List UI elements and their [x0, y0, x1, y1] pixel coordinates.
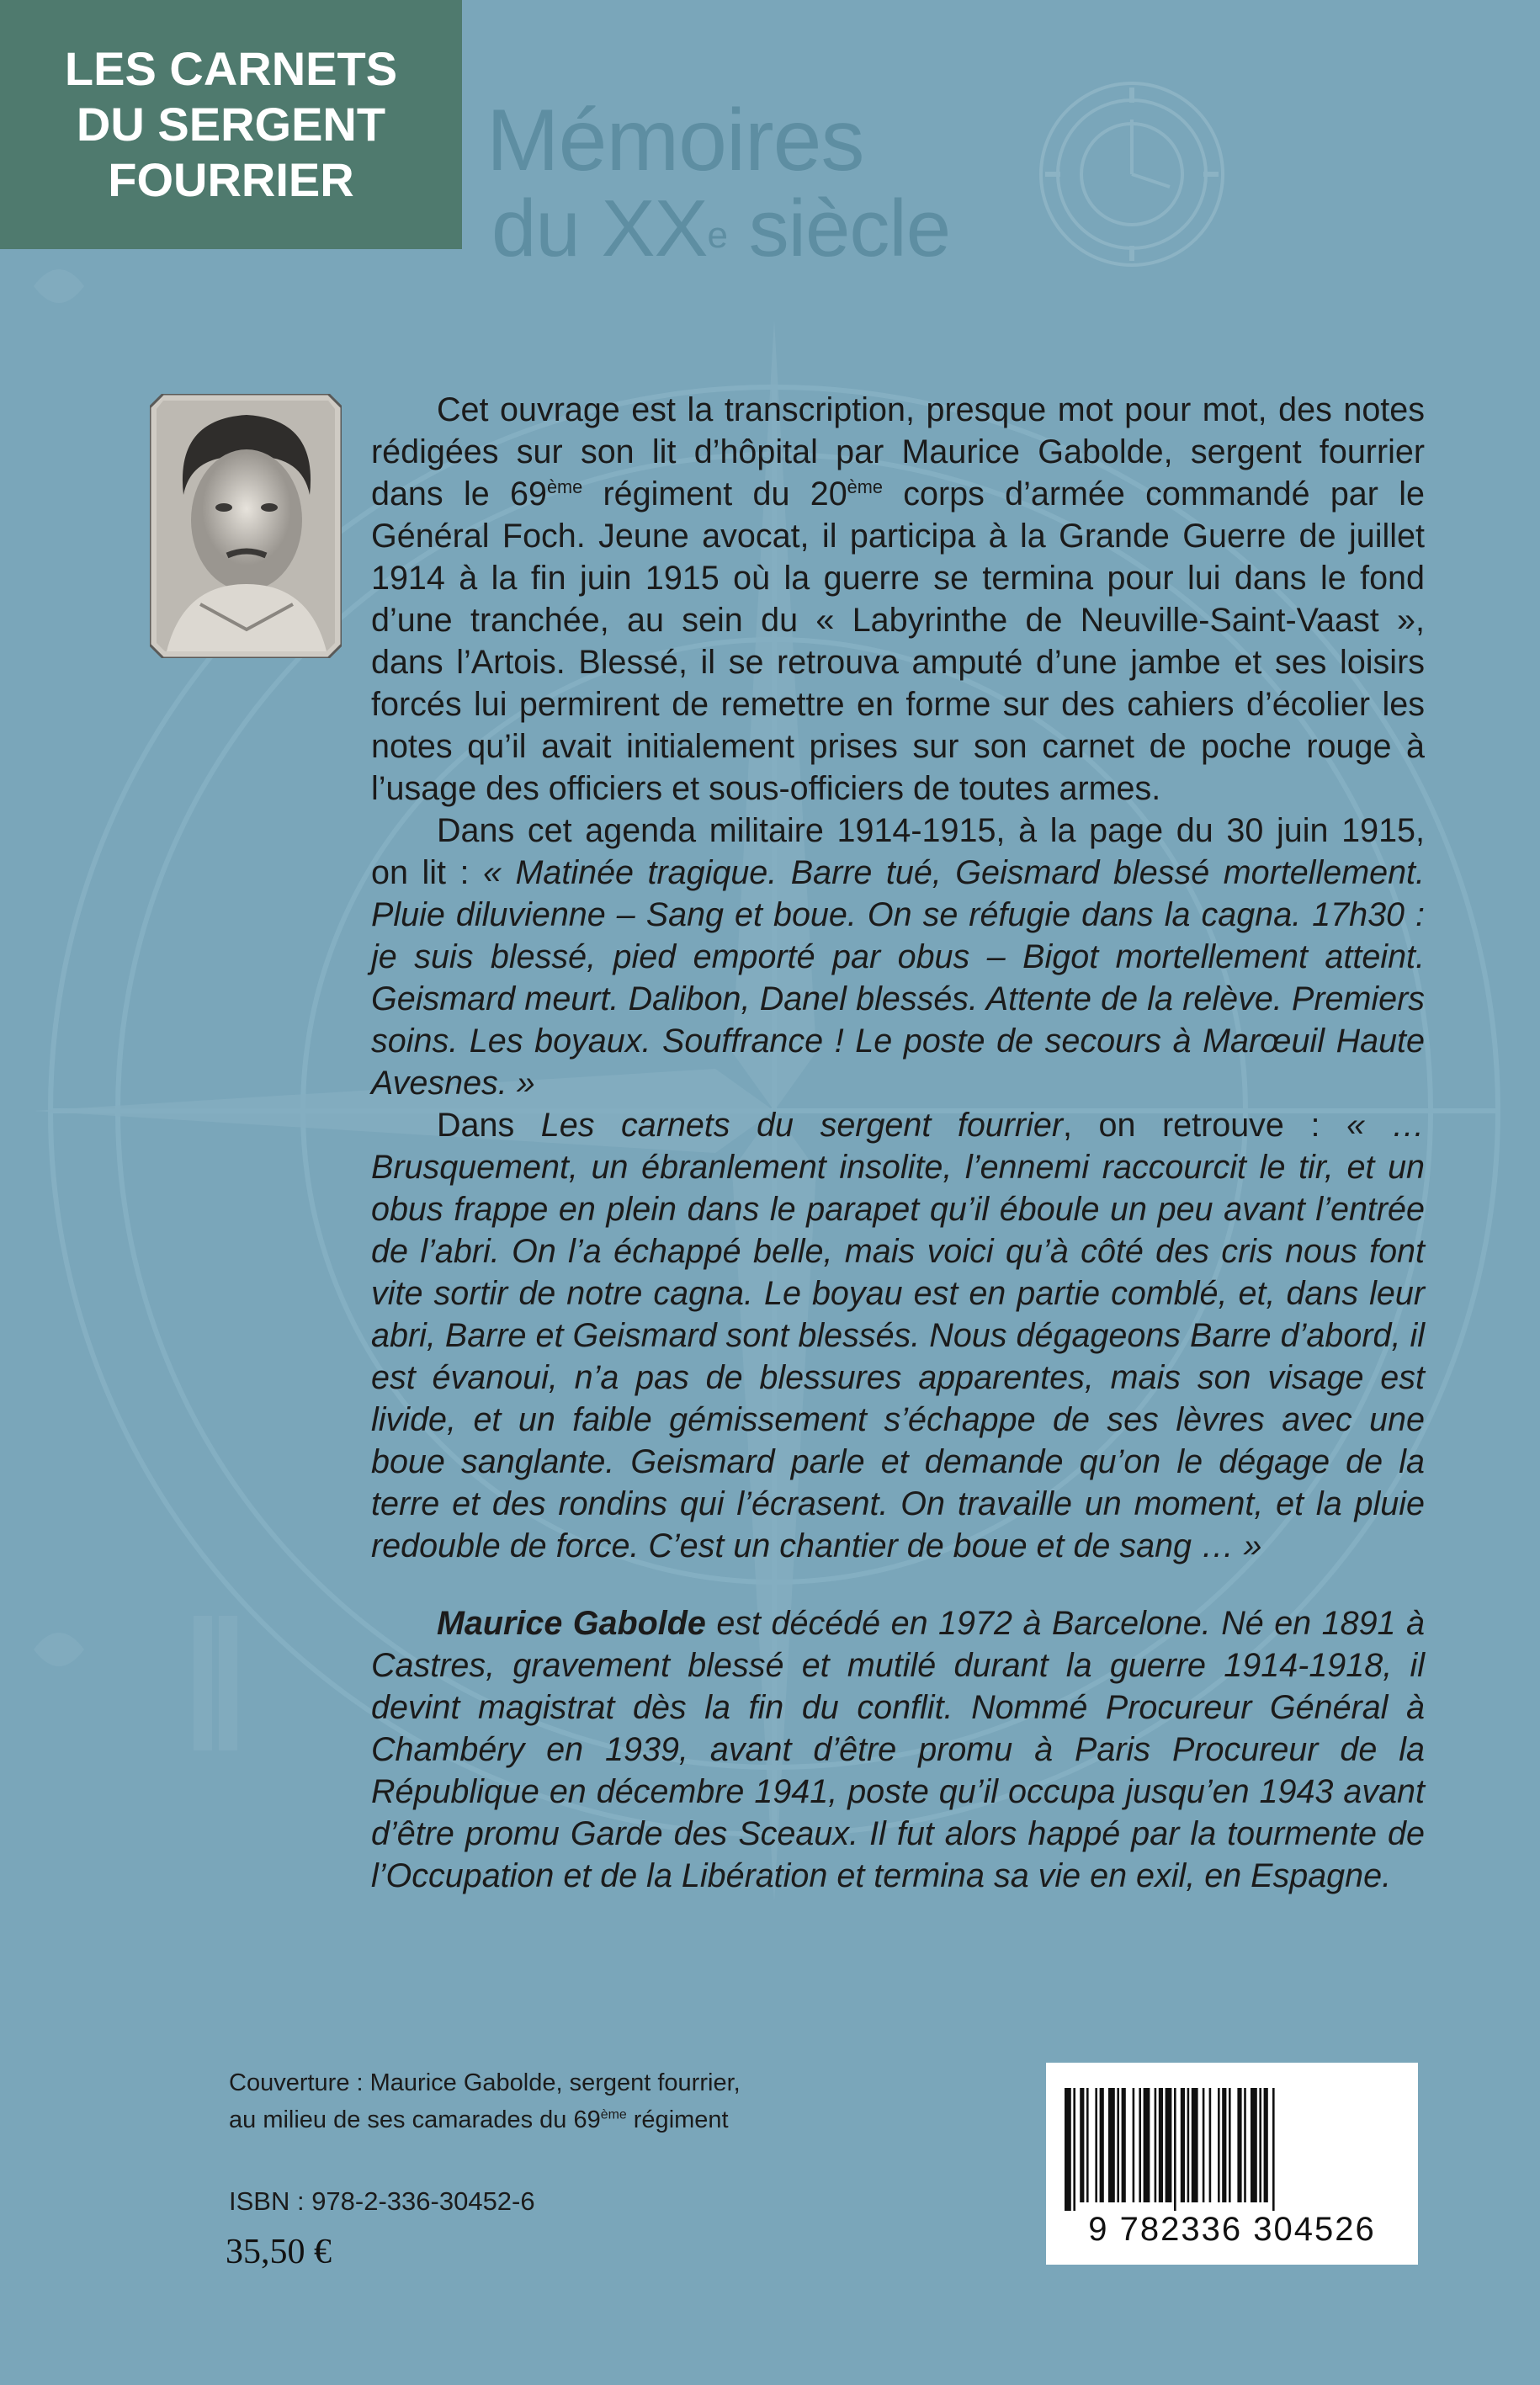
barcode-bar [1187, 2088, 1190, 2202]
p1-sup-1: ème [546, 475, 583, 497]
p1-part-a: Cet ouvrage est la transcription, presque mot pour mot, des notes rédigées sur son lit d’hôpital par Maurice Gabolde, sergent fourrier dans le 69 [371, 391, 1425, 513]
barcode-bar [1174, 2088, 1176, 2211]
series-line-2-post: siècle [727, 183, 951, 274]
p1-sup-2: ème [847, 475, 883, 497]
series-superscript: e [707, 215, 727, 256]
barcode-bar [1244, 2088, 1246, 2202]
barcode-bar [1108, 2088, 1115, 2202]
price: 35,50 € [226, 2233, 332, 2271]
barcode-bar [1086, 2088, 1089, 2202]
barcode-bar [1122, 2088, 1126, 2202]
barcode-bar [1264, 2088, 1268, 2202]
barcode [1046, 2063, 1418, 2265]
caption-line-1: Couverture : Maurice Gabolde, sergent fourrier, [229, 2069, 741, 2096]
barcode-bar [1203, 2088, 1205, 2202]
isbn: ISBN : 978-2-336-30452-6 [229, 2186, 535, 2216]
series-line-1: Mémoires [486, 92, 864, 189]
caption-line-2-a: au milieu de ses camarades du 69 [229, 2106, 601, 2133]
paragraph-1 [371, 389, 1425, 810]
p3-part-b: , on retrouve : [1062, 1107, 1346, 1144]
barcode-bar [1065, 2088, 1071, 2211]
book-title-line-1: LES CARNETS [64, 42, 398, 95]
barcode-bar [1229, 2088, 1231, 2202]
barcode-bar [1222, 2088, 1226, 2202]
barcode-bar [1272, 2088, 1275, 2211]
book-title-box [0, 0, 462, 249]
bio-paragraph [371, 1602, 1425, 1897]
barcode-bar [1181, 2088, 1185, 2202]
barcode-bar [1117, 2088, 1119, 2202]
barcode-bar [1251, 2088, 1257, 2202]
series-line-2-pre: du XX [491, 183, 708, 274]
series-line-2 [486, 183, 951, 274]
barcode-bar [1133, 2088, 1135, 2202]
barcode-bar [1155, 2088, 1157, 2202]
barcode-bar [1100, 2088, 1104, 2202]
barcode-bar [1192, 2088, 1198, 2202]
barcode-bar [1095, 2088, 1097, 2202]
bio-text: est décédé en 1972 à Barcelone. Né en 1891 à Castres, gravement blessé et mutilé durant la guerre 1914-1918, il devint magistrat dès la fin du conflit. Nommé Procureur Général à Chambéry en 1939, avant d’être promu à Paris Procureur de la République en décembre 1941, poste qu’il occupa jusqu’en 1943 avant d’être promu Garde des Sceaux. Il fut alors happé par la tourmente de l’Occupation et de la Libération et termina sa vie en exil, en Espagne. [371, 1605, 1425, 1894]
caption-line-2 [229, 2101, 741, 2138]
barcode-bar [1218, 2088, 1220, 2202]
book-title-line-3: FOURRIER [108, 153, 354, 206]
book-title-line-2: DU SERGENT [76, 98, 386, 151]
p1-part-b: régiment du 20 [582, 475, 847, 513]
p1-part-c: corps d’armée commandé par le Général Foch. Jeune avocat, il participa à la Grande Guerre de juillet 1914 à la fin juin 1915 où la guerre se termina pour lui dans le fond d’une tranchée, au sein du « Labyrinthe de Neuville-Saint-Vaast », dans l’Artois. Blessé, il se retrouva amputé d’une jambe et ses loisirs forcés lui permirent de remettre en forme sur des cahiers d’écolier les notes qu’il avait initialement prises sur son carnet de poche rouge à l’usage des officiers et sous-officiers de toutes armes. [371, 475, 1425, 807]
author-portrait [150, 394, 342, 658]
barcode-bar [1144, 2088, 1150, 2202]
caption-sup: ème [600, 2107, 627, 2122]
p2-part-a: Dans cet agenda militaire 1914-1915, à la page du 30 juin 1915, on lit : [371, 812, 1425, 891]
cover-caption [229, 2064, 741, 2138]
barcode-bar [1080, 2088, 1084, 2202]
p3-book-title: Les carnets du sergent fourrier [540, 1107, 1063, 1144]
barcode-bar [1259, 2088, 1261, 2202]
series-title [486, 92, 951, 274]
barcode-bar [1073, 2088, 1075, 2211]
p3-part-a: Dans [437, 1107, 541, 1144]
p3-quote: « … Brusquement, un ébranlement insolite, l’ennemi raccourcit le tir, et un obus frappe en plein dans le parapet qu’il éboule un peu avant l’entrée de l’abri. On l’a échappé belle, mais voici qu’à côté des cris nous font vite sortir de notre cagna. Le boyau est en partie comblé, et, dans leur abri, Barre et Geismard sont blessés. Nous dégageons Barre d’abord, il est évanoui, n’a pas de blessures apparentes, mais son visage est livide, et un faible gémissement s’échappe de ses lèvres avec une boue sanglante. Geismard parle et demande qu’on le dégage de la terre et des rondins qui l’écrasent. On travaille un moment, et la pluie redouble de force. C’est un chantier de boue et de sang … » [371, 1107, 1426, 1564]
author-biography [371, 1602, 1425, 1897]
author-name: Maurice Gabolde [437, 1605, 706, 1642]
barcode-icon [1046, 2063, 1418, 2214]
paragraph-3 [371, 1104, 1425, 1567]
barcode-bar [1166, 2088, 1172, 2202]
caption-line-2-b: régiment [626, 2106, 729, 2133]
clock-icon [1035, 77, 1229, 271]
barcode-bar [1209, 2088, 1212, 2202]
barcode-digits: 9 782336 304526 [1088, 2211, 1376, 2248]
barcode-bar [1139, 2088, 1141, 2202]
p2-quote: « Matinée tragique. Barre tué, Geismard blessé mortellement. Pluie diluvienne – Sang et boue. On se réfugie dans la cagna. 17h30 : je suis blessé, pied emporté par obus – Bigot mortellement atteint. Geismard meurt. Dalibon, Danel blessés. Attente de la relève. Premiers soins. Les boyaux. Souffrance ! Le poste de secours à Marœuil Haute Avesnes. » [371, 854, 1425, 1102]
barcode-bar [1237, 2088, 1241, 2202]
barcode-bar [1159, 2088, 1163, 2202]
paragraph-2 [371, 810, 1425, 1104]
back-cover-text [371, 389, 1425, 1567]
